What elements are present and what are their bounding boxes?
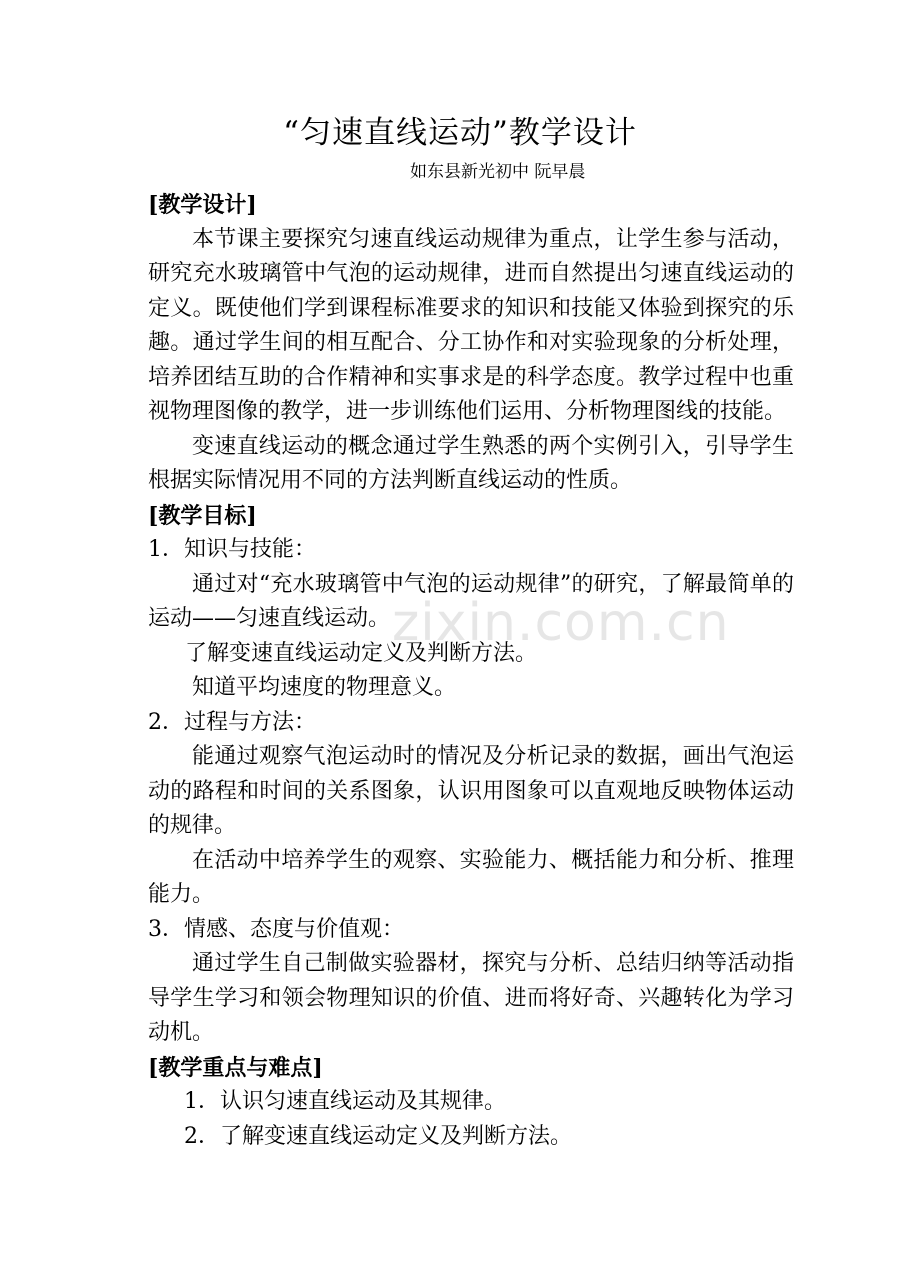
document-title: “匀速直线运动”教学设计 bbox=[283, 115, 637, 151]
section-heading-keypoints: [教学重点与难点] bbox=[148, 1054, 323, 1081]
keypoint-2: 2．了解变速直线运动定义及判断方法。 bbox=[184, 1123, 572, 1149]
goal-1-paragraph-1: 通过对“充水玻璃管中气泡的运动规律”的研究，了解最简单的运动——匀速直线运动。 bbox=[148, 571, 794, 631]
goal-item-1: 1．知识与技能： bbox=[148, 537, 316, 562]
author-text: 如东县新光初中 阮早晨 bbox=[410, 162, 586, 182]
goal-1-paragraph-2: 了解变速直线运动定义及判断方法。 bbox=[185, 640, 538, 666]
goal-1-paragraph-3: 知道平均速度的物理意义。 bbox=[192, 675, 457, 700]
goal-item-2: 2．过程与方法： bbox=[148, 709, 316, 735]
design-paragraph-1: 本节课主要探究匀速直线运动规律为重点，让学生参与活动，研究充水玻璃管中气泡的运动规律，进而自然提出匀速直线运动的定义。既使他们学到课程标准要求的知识和技能又体验到探究的乐趣。通过学生间的相互配合、分工协作和对实验现象的分析处理，培养团结互助的合作精神和实事求是的科学态度。教学过程中也重视物理图像的教学，进一步训练他们运用、分析物理图线的技能。 bbox=[148, 226, 794, 424]
keypoint-1: 1．认识匀速直线运动及其规律。 bbox=[184, 1089, 506, 1114]
watermark: zixin.com.cn bbox=[392, 593, 730, 653]
section-heading-goals: [教学目标] bbox=[148, 502, 257, 529]
goal-item-3: 3．情感、态度与价值观： bbox=[148, 916, 404, 942]
design-paragraph-2: 变速直线运动的概念通过学生熟悉的两个实例引入，引导学生根据实际情况用不同的方法判断直线运动的性质。 bbox=[148, 433, 794, 493]
goal-3-paragraph-1: 通过学生自己制做实验器材，探究与分析、总结归纳等活动指导学生学习和领会物理知识的价值、进而将好奇、兴趣转化为学习动机。 bbox=[148, 951, 794, 1045]
goal-2-paragraph-2: 在活动中培养学生的观察、实验能力、概括能力和分析、推理能力。 bbox=[148, 847, 794, 907]
section-heading-design: [教学设计] bbox=[148, 192, 257, 218]
goal-2-paragraph-1: 能通过观察气泡运动时的情况及分析记录的数据，画出气泡运动的路程和时间的关系图象，认识用图象可以直观地反映物体运动的规律。 bbox=[148, 744, 794, 838]
document-body bbox=[148, 188, 794, 1154]
